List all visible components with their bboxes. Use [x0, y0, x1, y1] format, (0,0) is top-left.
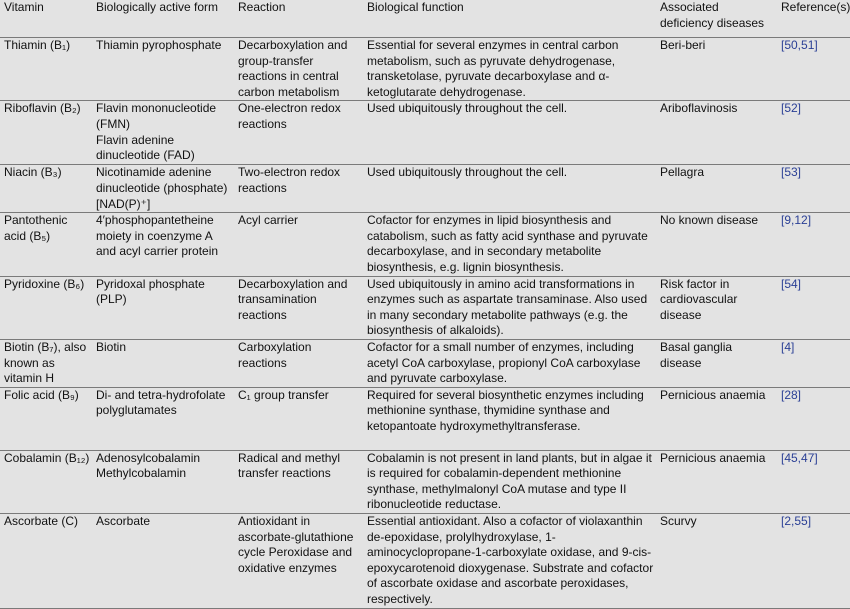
disease-cell: Basal ganglia disease: [660, 339, 733, 370]
reaction-cell: Acyl carrier: [238, 213, 299, 228]
active-form: Ascorbate: [96, 514, 151, 529]
vitamin-cell: Folic acid (B₉): [4, 387, 79, 402]
active-form: 4′phosphopantetheine moiety in coenzyme A and acyl carrier protein: [96, 213, 219, 259]
table-row: [0, 339, 850, 387]
function-cell: Cofactor for a small number of enzymes, including acetyl CoA carboxylase, propionyl CoA carboxylase and pyruvate carboxylase.: [367, 339, 641, 386]
disease-cell: Beri-beri: [660, 38, 706, 52]
active-form-cell: [92, 450, 234, 513]
reference-link[interactable]: [9,12]: [781, 213, 812, 228]
active-form-cell: [92, 165, 234, 213]
vitamin-cell: Thiamin (B₁): [4, 38, 71, 52]
header-references: Reference(s): [781, 0, 850, 14]
disease-cell: Pernicious anaemia: [660, 387, 766, 402]
function-cell: Required for several biosynthetic enzymes including methionine synthase, thymidine synthase and ketopantoate hydroxymethyltransferase.: [367, 387, 644, 433]
active-form: Biotin: [96, 339, 127, 354]
reference-link[interactable]: [50,51]: [781, 38, 818, 52]
reaction-cell: Decarboxylation and group-transfer reactions in central carbon metabolism: [238, 38, 348, 99]
reference-link[interactable]: [52]: [781, 101, 802, 116]
vitamin-cell: Pantothenic acid (B₅): [4, 213, 68, 243]
active-form-cell: [92, 101, 234, 165]
disease-cell: Scurvy: [660, 514, 697, 529]
reference-link[interactable]: [4]: [781, 339, 795, 354]
table-row: [0, 387, 850, 450]
table-row: [0, 38, 850, 101]
active-form-cell: [92, 38, 234, 101]
reference-link[interactable]: [53]: [781, 165, 802, 180]
table-row: [0, 165, 850, 213]
active-form-cell: [92, 276, 234, 339]
active-form: Flavin adenine dinucleotide (FAD): [96, 132, 195, 163]
function-cell: Used ubiquitously throughout the cell.: [367, 165, 568, 180]
header-row: [0, 0, 850, 38]
active-form: Adenosylcobalamin: [96, 450, 201, 465]
disease-cell: Risk factor in cardiovascular disease: [660, 276, 738, 322]
table-row: [0, 213, 850, 276]
table-row: [0, 276, 850, 339]
table-row: [0, 514, 850, 609]
function-cell: Essential antioxidant. Also a cofactor of violaxanthin de-epoxidase, prolylhydroxylase, 1-aminocyclopropane-1-carboxylate oxidase, and 9-cis-epoxycarotenoid dioxygenase. Substrate and cofactor of ascorbate oxidase and ascorbate peroxidases, respectively.: [367, 514, 654, 607]
disease-cell: No known disease: [660, 213, 759, 228]
table-row: [0, 101, 850, 165]
active-form: Di- and tetra-hydrofolate polyglutamates: [96, 387, 226, 418]
reference-link[interactable]: [54]: [781, 276, 802, 291]
disease-cell: Pellagra: [660, 165, 705, 180]
function-cell: Used ubiquitously throughout the cell.: [367, 101, 568, 116]
reference-link[interactable]: [28]: [781, 387, 802, 402]
reaction-cell: Antioxidant in ascorbate-glutathione cycle Peroxidase and oxidative enzymes: [238, 514, 354, 575]
vitamin-cell: Cobalamin (B₁₂): [4, 450, 90, 465]
vitamin-cell: Ascorbate (C): [4, 514, 79, 529]
active-form: Nicotinamide adenine dinucleotide (phosphate) [NAD(P)⁺]: [96, 165, 228, 211]
reaction-cell: Decarboxylation and transamination reactions: [238, 276, 348, 322]
function-cell: Essential for several enzymes in central carbon metabolism, such as pyruvate dehydrogenase, transketolase, pyruvate decarboxylase and α-ketoglutarate dehydrogenase.: [367, 38, 619, 99]
table-row: [0, 450, 850, 513]
function-cell: Used ubiquitously in amino acid transformations in enzymes such as aspartate transaminase. Also used in many secondary metabolite pathways (e.g. the biosynthesis of alkaloids).: [367, 276, 648, 338]
header-function: Biological function: [367, 0, 464, 14]
header-reaction: Reaction: [238, 0, 286, 14]
reaction-cell: Radical and methyl transfer reactions: [238, 450, 341, 481]
active-form-cell: [92, 387, 234, 450]
header-active-form: Biologically active form: [96, 0, 219, 14]
function-cell: Cofactor for enzymes in lipid biosynthesis and catabolism, such as fatty acid synthase and pyruvate decarboxylase, and in secondary metabolite biosynthesis, e.g. lignin biosynthesis.: [367, 213, 648, 274]
disease-cell: Ariboflavinosis: [660, 101, 738, 116]
active-form-cell: [92, 514, 234, 609]
vitamin-cell: Pyridoxine (B₆): [4, 276, 85, 291]
active-form-cell: [92, 213, 234, 276]
function-cell: Cobalamin is not present in land plants, but in algae it is required for cobalamin-dependent methionine synthase, methylmalonyl CoA mutase and type II ribonucleotide reductase.: [367, 450, 652, 512]
reference-link[interactable]: [2,55]: [781, 514, 812, 529]
reaction-cell: C₁ group transfer: [238, 387, 329, 402]
vitamin-cell: Riboflavin (B₂): [4, 101, 81, 116]
header-deficiency-line2: deficiency diseases: [660, 15, 765, 30]
vitamin-cell: Biotin (B₇), also known as vitamin H: [4, 339, 87, 386]
reaction-cell: One-electron redox reactions: [238, 101, 341, 131]
active-form: Thiamin pyrophosphate: [96, 38, 222, 52]
header-vitamin: Vitamin: [4, 0, 44, 14]
active-form: Methylcobalamin: [96, 466, 187, 481]
reaction-cell: Carboxylation reactions: [238, 339, 312, 370]
disease-cell: Pernicious anaemia: [660, 450, 766, 465]
header-deficiency: [656, 0, 777, 38]
active-form: Flavin mononucleotide (FMN): [96, 101, 217, 131]
reaction-cell: Two-electron redox reactions: [238, 165, 341, 195]
reference-link[interactable]: [45,47]: [781, 450, 818, 465]
header-deficiency-line1: Associated: [660, 0, 719, 14]
active-form-cell: [92, 339, 234, 387]
vitamin-cell: Niacin (B₃): [4, 165, 62, 180]
active-form: Pyridoxal phosphate (PLP): [96, 276, 205, 307]
